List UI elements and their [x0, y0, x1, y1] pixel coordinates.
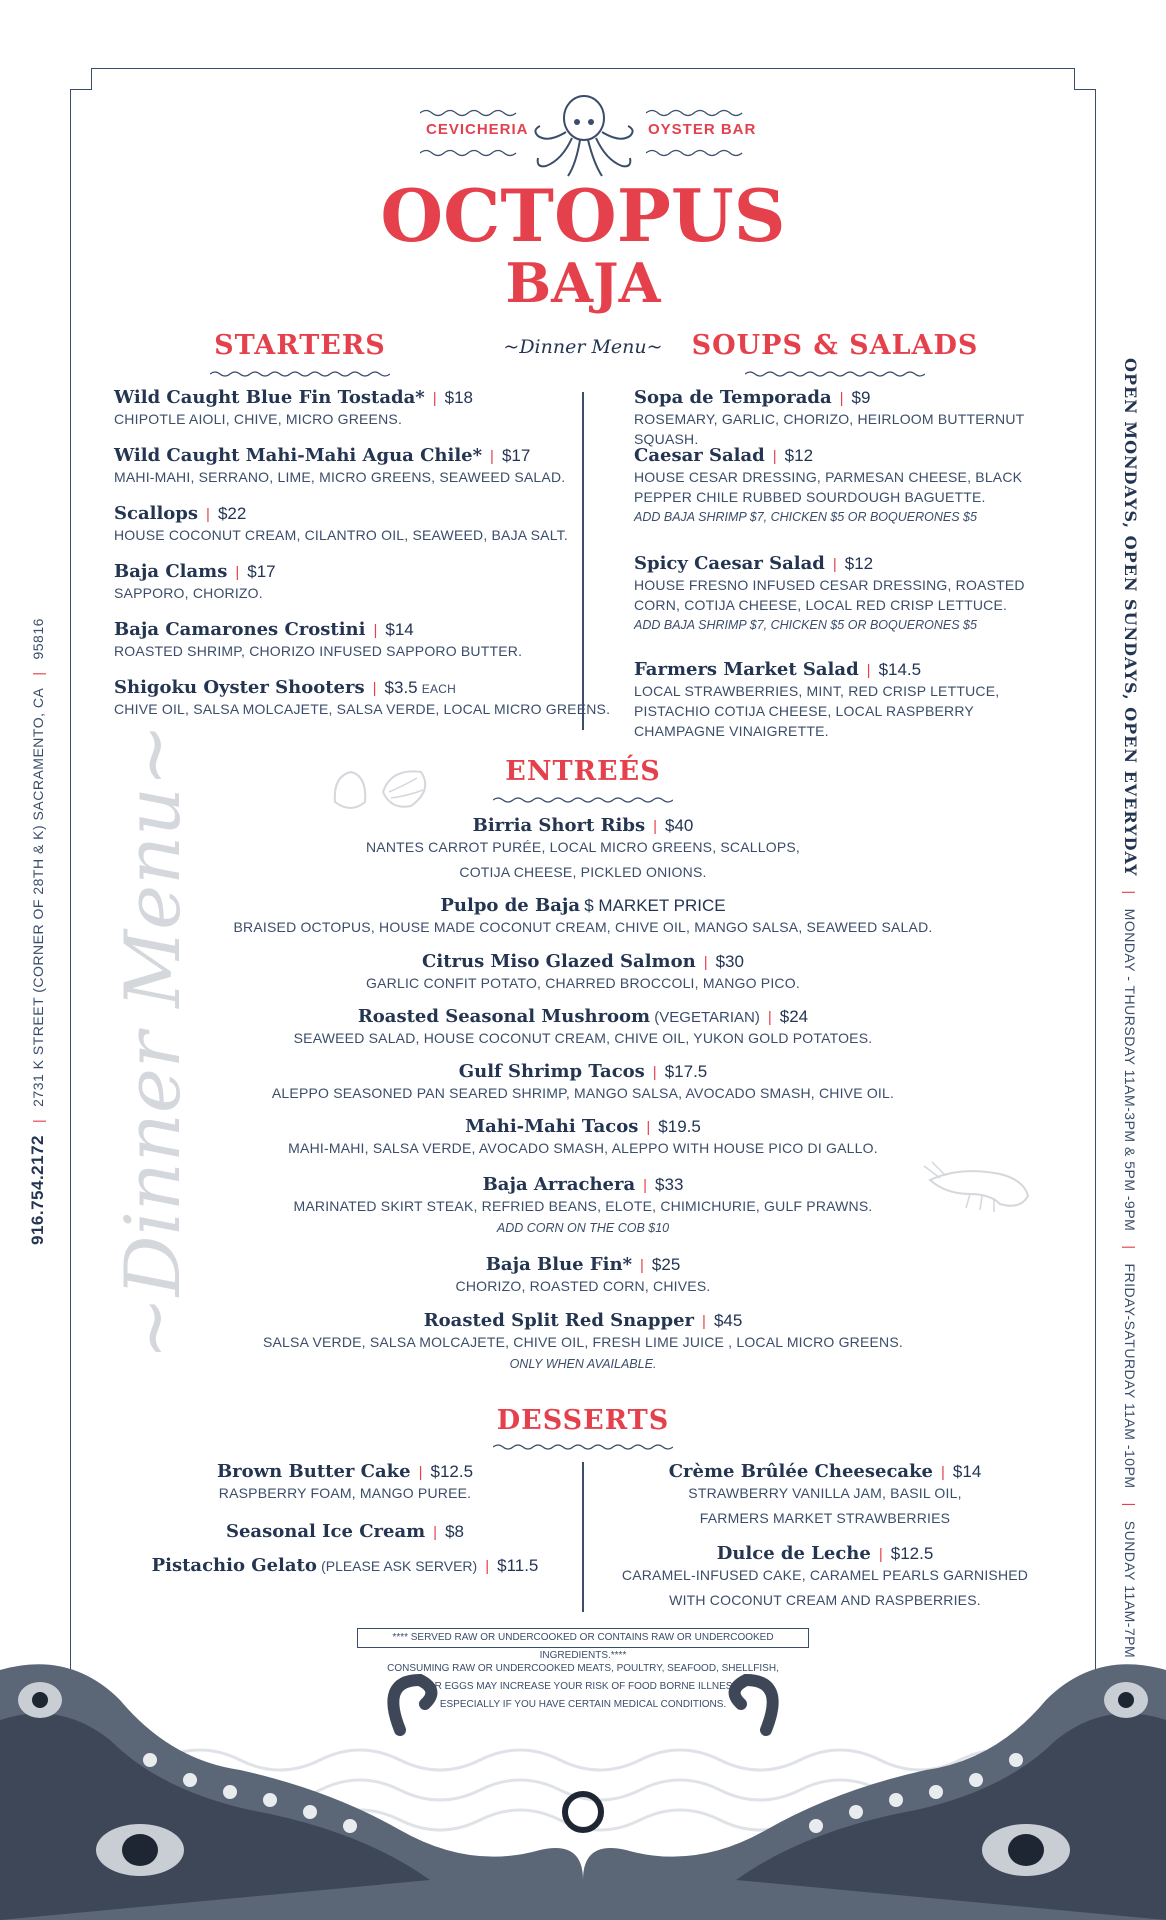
section-title-soups-salads: SOUPS & SALADS — [691, 330, 979, 361]
wave-ornament — [646, 108, 746, 118]
menu-item: Mahi-Mahi Tacos | $19.5 MAHI-MAHI, SALSA VERDE, AVOCADO SMASH, ALEPPO WITH HOUSE PICO DI GALLO. — [288, 1116, 878, 1156]
consumer-advisory: CONSUMING RAW OR UNDERCOOKED MEATS, POULTRY, SEAFOOD, SHELLFISH, OR EGGS MAY INCREASE YOUR RISK OF FOOD BORNE ILLNESS ESPECIALLY IF YOU HAVE CERTAIN MEDICAL CONDITIONS. — [387, 1663, 779, 1710]
logo-title-baja: BAJA — [505, 251, 661, 315]
border-notch-left — [70, 68, 92, 90]
menu-item: Scallops | $22 HOUSE COCONUT CREAM, CILANTRO OIL, SEAWEED, BAJA SALT. — [114, 503, 568, 543]
address: 2731 K STREET (CORNER OF 28TH & K) SACRAMENTO, CA — [30, 687, 46, 1107]
menu-item: Birria Short Ribs | $40 NANTES CARROT PURÉE, LOCAL MICRO GREENS, SCALLOPS, COTIJA CHEESE, PICKLED ONIONS. — [366, 815, 800, 880]
menu-item: Crème Brûlée Cheesecake | $14 STRAWBERRY VANILLA JAM, BASIL OIL, FARMERS MARKET STRAWBERRIES — [668, 1461, 982, 1526]
section-underline — [210, 370, 390, 378]
hours-fri-sat: FRIDAY-SATURDAY 11AM -10PM — [1122, 1263, 1138, 1489]
wave-ornament — [420, 148, 520, 158]
wave-ornament — [646, 148, 746, 158]
menu-item: Pulpo de Baja $ MARKET PRICE BRAISED OCTOPUS, HOUSE MADE COCONUT CREAM, CHIVE OIL, MANGO SALSA, SEAWEED SALAD. — [233, 895, 933, 935]
dinner-menu-subtitle: ~Dinner Menu~ — [503, 336, 663, 358]
menu-item: Wild Caught Blue Fin Tostada* | $18 CHIPOTLE AIOLI, CHIVE, MICRO GREENS. — [114, 387, 473, 427]
section-title-entrees: ENTREÉS — [505, 756, 661, 787]
watermark-text: ~Dinner Menu~ — [108, 723, 197, 1360]
menu-item: Caesar Salad | $12 HOUSE CESAR DRESSING, PARMESAN CHEESE, BLACK PEPPER CHILE RUBBED SOURDOUGH BAGUETTE. ADD BAJA SHRIMP $7, CHICKEN $5 OR BOQUERONES $5 — [634, 445, 1023, 524]
hours-sidebar: OPEN MONDAYS, OPEN SUNDAYS, OPEN EVERYDAY|MONDAY - THURSDAY 11AM-3PM & 5PM -9PM|FRIDAY-SATURDAY 11AM -10PM|SUNDAY 11AM-7PM — [1121, 358, 1140, 1659]
menu-item: Baja Camarones Crostini | $14 ROASTED SHRIMP, CHORIZO INFUSED SAPPORO BUTTER. — [114, 619, 523, 659]
menu-item: Dulce de Leche | $12.5 CARAMEL-INFUSED CAKE, CARAMEL PEARLS GARNISHED WITH COCONUT CREAM AND RASPBERRIES. — [621, 1543, 1029, 1608]
section-underline — [493, 1443, 673, 1451]
menu-item: Seasonal Ice Cream | $8 — [225, 1521, 464, 1542]
phone-number[interactable]: 916.754.2172 — [28, 1135, 47, 1245]
border-notch-right — [1074, 68, 1096, 90]
raw-food-warning-box: **** SERVED RAW OR UNDERCOOKED OR CONTAINS RAW OR UNDERCOOKED INGREDIENTS.**** — [357, 1628, 809, 1648]
menu-item: Roasted Seasonal Mushroom (VEGETARIAN) | $24 SEAWEED SALAD, HOUSE COCONUT CREAM, CHIVE OIL, YUKON GOLD POTATOES. — [293, 1006, 873, 1046]
menu-item: Shigoku Oyster Shooters | $3.5 EACH CHIVE OIL, SALSA MOLCAJETE, SALSA VERDE, LOCAL MICRO GREENS. — [114, 677, 611, 717]
column-divider — [582, 1462, 584, 1612]
octopus-logo-icon — [528, 88, 640, 180]
menu-item: Wild Caught Mahi-Mahi Agua Chile* | $17 MAHI-MAHI, SERRANO, LIME, MICRO GREENS, SEAWEED SALAD. — [114, 445, 566, 485]
zip-code: 95816 — [30, 618, 46, 660]
menu-item: Gulf Shrimp Tacos | $17.5 ALEPPO SEASONED PAN SEARED SHRIMP, MANGO SALSA, AVOCADO SMASH, CHIVE OIL. — [271, 1061, 895, 1101]
menu-item: Citrus Miso Glazed Salmon | $30 GARLIC CONFIT POTATO, CHARRED BROCCOLI, MANGO PICO. — [366, 951, 800, 991]
menu-item: Baja Blue Fin* | $25 CHORIZO, ROASTED CORN, CHIVES. — [455, 1254, 711, 1294]
open-days: OPEN MONDAYS, OPEN SUNDAYS, OPEN EVERYDAY — [1121, 358, 1140, 877]
shrimp-icon — [920, 1160, 1036, 1216]
menu-item: Roasted Split Red Snapper | $45 SALSA VERDE, SALSA MOLCAJETE, CHIVE OIL, FRESH LIME JUICE , LOCAL MICRO GREENS. ONLY WHEN AVAILABLE. — [262, 1310, 903, 1371]
wave-ornament — [420, 108, 520, 118]
octopus-tentacles-illustration — [0, 1640, 1166, 1920]
menu-item: Spicy Caesar Salad | $12 HOUSE FRESNO INFUSED CESAR DRESSING, ROASTED CORN, COTIJA CHEESE, LOCAL RED CRISP LETTUCE. ADD BAJA SHRIMP $7, CHICKEN $5 OR BOQUERONES $5 — [634, 553, 1025, 632]
section-underline — [745, 370, 925, 378]
section-title-desserts: DESSERTS — [496, 1405, 670, 1436]
menu-item: Baja Arrachera | $33 MARINATED SKIRT STEAK, REFRIED BEANS, ELOTE, CHIMICHURIE, GULF PRAWNS. ADD CORN ON THE COB $10 — [293, 1174, 873, 1235]
menu-item: Pistachio Gelato (PLEASE ASK SERVER) | $11.5 — [151, 1555, 539, 1576]
section-underline — [493, 796, 673, 804]
menu-item: Farmers Market Salad | $14.5 LOCAL STRAWBERRIES, MINT, RED CRISP LETTUCE, PISTACHIO COTIJA CHEESE, LOCAL RASPBERRY CHAMPAGNE VINAIGRETTE. — [634, 659, 1000, 739]
menu-item: Brown Butter Cake | $12.5 RASPBERRY FOAM, MANGO PUREE. — [216, 1461, 474, 1501]
section-title-starters: STARTERS — [214, 330, 386, 361]
cevicheria-tag: CEVICHERIA — [426, 121, 529, 138]
logo-title-octopus: OCTOPUS — [380, 173, 786, 258]
hours-weekday: MONDAY - THURSDAY 11AM-3PM & 5PM -9PM — [1122, 908, 1138, 1232]
hours-sunday: SUNDAY 11AM-7PM — [1122, 1520, 1138, 1659]
menu-item: Sopa de Temporada | $9 ROSEMARY, GARLIC, CHORIZO, HEIRLOOM BUTTERNUT SQUASH. — [634, 387, 1025, 447]
shell-icon — [325, 762, 437, 822]
menu-item: Baja Clams | $17 SAPPORO, CHORIZO. — [114, 561, 276, 601]
contact-sidebar: 916.754.2172|2731 K STREET (CORNER OF 28TH & K) SACRAMENTO, CA|95816 — [28, 618, 47, 1245]
oyster-bar-tag: OYSTER BAR — [648, 121, 757, 138]
